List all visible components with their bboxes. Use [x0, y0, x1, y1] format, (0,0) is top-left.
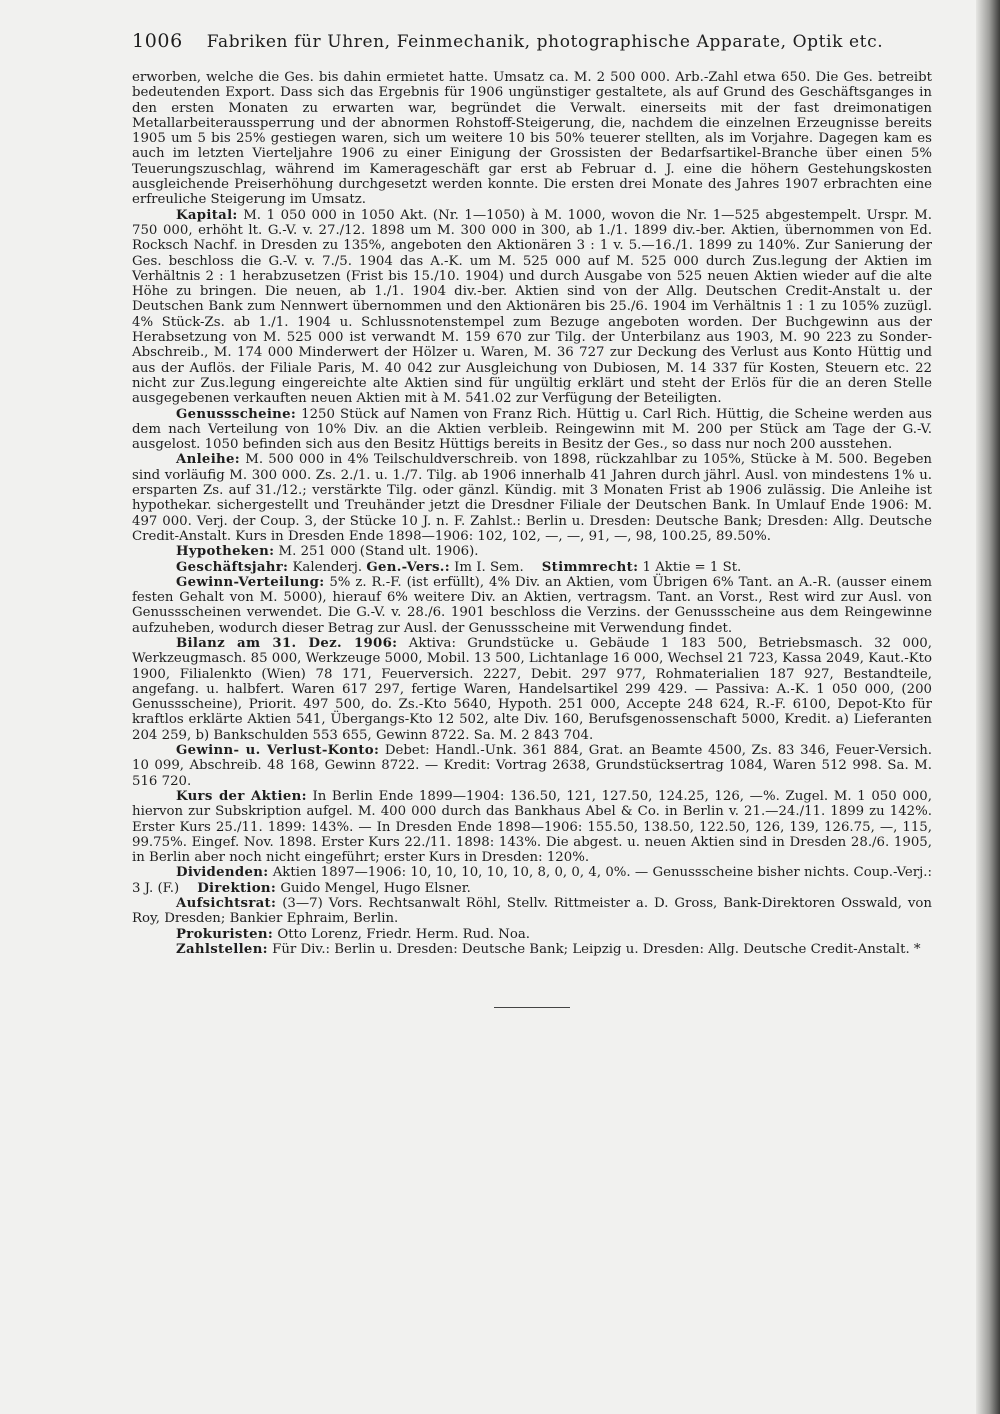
page-binding-edge — [976, 0, 1000, 1414]
text-aufsichtsrat: (3—7) Vors. Rechtsanwalt Röhl, Stellv. Rittmeister a. D. Gross, Bank-Direktoren Osswald, von Roy, Dresden; Bankier Ephraim, Berlin. — [132, 896, 932, 927]
label-genussscheine: Genussscheine: — [176, 406, 297, 422]
label-hypotheken: Hypotheken: — [176, 544, 275, 560]
section-genussscheine — [132, 407, 932, 453]
section-geschaeftsjahr — [132, 560, 932, 575]
section-kapital — [132, 208, 932, 407]
section-gewinn-verteilung — [132, 575, 932, 636]
section-hypotheken — [132, 544, 932, 559]
text-bilanz: Aktiva: Grundstücke u. Gebäude 1 183 500, Betriebsmasch. 32 000, Werkzeugmasch. 85 000, Werkzeuge 5000, Mobil. 13 500, Lichtanlage 16 000, Wechsel 21 723, Kassa 2049, Kaut.-Kto 1900, Filialenkto (Wien) 78 171, Feuerversich. 2227, Debit. 297 977, Rohmaterialien 187 927, Bestandteile, angefang. u. halbfert. Waren 617 297, fertige Waren, Handelsartikel 299 429. — Passiva: A.-K. 1 050 000, (200 Genussscheine), Priorit. 497 500, do. Zs.-Kto 5640, Hypoth. 251 000, Accepte 248 624, R.-F. 6100, Depot-Kto für kraftlos erklärte Aktien 541, Übergangs-Kto 12 502, alte Div. 160, Berufsgenossenschaft 5000, Kredit. a) Lieferanten 204 259, b) Bankschulden 553 655, Gewinn 8722. Sa. M. 2 843 704. — [132, 635, 932, 743]
section-kurs — [132, 789, 932, 865]
label-anleihe: Anleihe: — [176, 452, 240, 468]
label-bilanz: Bilanz am 31. Dez. 1906: — [176, 635, 398, 651]
label-gewinn-verteilung: Gewinn-Verteilung: — [176, 574, 325, 590]
text-gewinn-verlust: Debet: Handl.-Unk. 361 884, Grat. an Beamte 4500, Zs. 83 346, Feuer-Versich. 10 099, Abschreib. 48 168, Gewinn 8722. — Kredit: Vortrag 2638, Grundstücksertrag 1084, Waren 512 998. Sa. M. 516 720. — [132, 743, 932, 789]
end-of-entry-rule — [494, 1007, 570, 1008]
text-hypotheken: M. 251 000 (Stand ult. 1906). — [278, 544, 479, 560]
section-dividenden — [132, 865, 932, 896]
label-gen-vers: Gen.-Vers.: — [366, 559, 450, 575]
section-zahlstellen — [132, 942, 932, 957]
running-title: Fabriken für Uhren, Feinmechanik, photographische Apparate, Optik etc. — [206, 32, 884, 52]
page-number: 1006 — [132, 30, 183, 52]
label-prokuristen: Prokuristen: — [176, 926, 274, 942]
text-geschaeftsjahr: Kalenderj. — [292, 559, 363, 575]
text-anleihe: M. 500 000 in 4% Teilschuldverschreib. von 1898, rückzahlbar zu 105%, Stücke à M. 500. Begeben sind vorläufig M. 300 000. Zs. 2./1. u. 1./7. Tilg. ab 1906 innerhalb 41 Jahren durch jährl. Ausl. von mindestens 1% u. ersparten Zs. auf 31./12.; verstärkte Tilg. oder gänzl. Kündig. mit 3 Monaten Frist ab 1906 zulässig. Die Anleihe ist hypothekar. sichergestellt und Treuhänder jetzt die Dresdner Filiale der Deutschen Bank. In Umlauf Ende 1906: M. 497 000. Verj. der Coup. 3, der Stücke 10 J. n. F. Zahlst.: Berlin u. Dresden: Deutsche Bank; Dresden: Allg. Deutsche Credit-Anstalt. Kurs in Dresden Ende 1898—1906: 102, 102, —, —, 91, —, 98, 100.25, 89.50%. — [132, 452, 932, 544]
section-bilanz — [132, 636, 932, 743]
section-anleihe — [132, 452, 932, 544]
text-kurs: In Berlin Ende 1899—1904: 136.50, 121, 127.50, 124.25, 126, —%. Zugel. M. 1 050 000, hiervon zur Subskription aufgel. M. 400 000 durch das Bankhaus Abel & Co. in Berlin v. 21.—24./11. 1899 zu 142%. Erster Kurs 25./11. 1899: 143%. — In Dresden Ende 1898—1906: 155.50, 138.50, 122.50, 126, 139, 126.75, —, 115, 99.75%. Eingef. Nov. 1898. Erster Kurs 22./11. 1898: 143%. Die abgest. u. neuen Aktien sind in Dresden 28./6. 1905, in Berlin aber noch nicht eingeführt; erster Kurs in Dresden: 120%. — [132, 788, 932, 866]
label-stimmrecht: Stimmrecht: — [541, 559, 639, 575]
text-genussscheine: 1250 Stück auf Namen von Franz Rich. Hüttig u. Carl Rich. Hüttig, die Scheine werden aus dem nach Verteilung von 10% Div. an die Aktien verbleib. Reingewinn mit M. 200 per Stück am Tage der G.-V. ausgelost. 1050 befinden sich aus den Besitz Hüttigs bereits in Besitz der Ges., so dass nur noch 200 ausstehen. — [132, 406, 932, 453]
text-dividenden: Aktien 1897—1906: 10, 10, 10, 10, 10, 8, 0, 0, 4, 0%. — Genussscheine bisher nichts. Coup.-Verj.: 3 J. (F.) — [132, 865, 932, 896]
body-text — [132, 70, 932, 957]
label-aufsichtsrat: Aufsichtsrat: — [176, 896, 277, 912]
text-gewinn-verteilung: 5% z. R.-F. (ist erfüllt), 4% Div. an Aktien, vom Übrigen 6% Tant. an A.-R. (ausser einem festen Gehalt von M. 5000), hierauf 6% weitere Div. an Aktien, vertragsm. Tant. an Vorst., Rest wird zur Ausl. von Genussscheinen verwendet. Die G.-V. v. 28./6. 1901 beschloss die Verzins. der Genussscheine aus dem Reingewinne aufzuheben, wodurch dieser Betrag zur Ausl. der Genussscheine mit Verwendung findet. — [132, 574, 932, 636]
text-gen-vers: Im I. Sem. — [454, 559, 524, 575]
label-zahlstellen: Zahlstellen: — [176, 941, 268, 957]
section-gewinn-verlust — [132, 743, 932, 789]
running-head — [132, 30, 932, 64]
text-prokuristen: Otto Lorenz, Friedr. Herm. Rud. Noa. — [277, 926, 530, 942]
section-prokuristen — [132, 927, 932, 942]
label-kurs: Kurs der Aktien: — [176, 788, 307, 804]
document-page — [132, 30, 932, 1008]
text-stimmrecht: 1 Aktie = 1 St. — [642, 559, 742, 575]
label-direktion: Direktion: — [197, 880, 277, 896]
label-dividenden: Dividenden: — [176, 865, 269, 881]
label-gewinn-verlust: Gewinn- u. Verlust-Konto: — [176, 743, 380, 759]
label-kapital: Kapital: — [176, 207, 238, 223]
text-kapital: M. 1 050 000 in 1050 Akt. (Nr. 1—1050) à M. 1000, wovon die Nr. 1—525 abgestempelt. Urspr. M. 750 000, erhöht lt. G.-V. v. 27./12. 1898 um M. 300 000 in 300, ab 1./1. 1899 div.-ber. Aktien, übernommen von Ed. Rocksch Nachf. in Dresden zu 135%, angeboten den Aktionären 3 : 1 v. 5.—16./1. 1899 zu 140%. Zur Sanierung der Ges. beschloss die G.-V. v. 7./5. 1904 das A.-K. um M. 525 000 auf M. 525 000 durch Zus.legung der Aktien im Verhältnis 2 : 1 herabzusetzen (Frist bis 15./10. 1904) und durch Ausgabe von 525 neuen Aktien wieder auf die alte Höhe zu bringen. Die neuen, ab 1./1. 1904 div.-ber. Aktien sind von der Allg. Deutschen Credit-Anstalt u. der Deutschen Bank zum Nennwert übernommen und den Aktionären bis 25./6. 1904 im Verhältnis 1 : 1 zu 105% zuzügl. 4% Stück-Zs. ab 1./1. 1904 u. Schlussnotenstempel zum Bezuge angeboten worden. Der Buchgewinn aus der Herabsetzung von M. 525 000 ist verwandt M. 159 670 zur Tilg. der Unterbilanz aus 1903, M. 90 223 zu Sonder-Abschreib., M. 174 000 Minderwert der Hölzer u. Waren, M. 36 727 zur Deckung des Verlust aus Konto Hüttig und aus der Auflös. der Filiale Paris, M. 40 042 zur Ausgleichung von Dubiosen, M. 14 337 für Kosten, Steuern etc. 22 nicht zur Zus.legung eingereichte alte Aktien sind für ungültig erklärt und steht der Erlös für die an deren Stelle ausgegebenen verkauften neuen Aktien mit à M. 541.02 zur Verfügung der Beteiligten. — [132, 207, 932, 407]
label-geschaeftsjahr: Geschäftsjahr: — [176, 559, 289, 575]
intro-paragraph: erworben, welche die Ges. bis dahin ermietet hatte. Umsatz ca. M. 2 500 000. Arb.-Zahl etwa 650. Die Ges. betreibt bedeutenden Export. Dass sich das Ergebnis für 1906 ungünstiger gestaltete, als auf Grund des Geschäftsganges in den ersten Monaten zu erwarten war, begründet die Verwalt. einerseits mit der fast dreimonatigen Metallarbeiteraussperrung und der abnormen Rohstoff-Steigerung, die, nachdem die einzelnen Erzeugnisse bereits 1905 um 5 bis 25% gestiegen waren, sich um weitere 10 bis 50% teuerer stellten, als im Vorjahre. Dagegen kam es auch im letzten Vierteljahre 1906 zu einer Einigung der Grossisten der Bedarfsartikel-Branche über einen 5% Teuerungszuschlag, während im Kamerageschäft gar erst ab Februar d. J. eine die höhern Gestehungskosten ausgleichende Preiserhöhung durchgesetzt werden konnte. Die ersten drei Monate des Jahres 1907 erbrachten eine erfreuliche Steigerung im Umsatz. — [132, 70, 932, 208]
text-direktion: Guido Mengel, Hugo Elsner. — [280, 880, 471, 896]
text-zahlstellen: Für Div.: Berlin u. Dresden: Deutsche Bank; Leipzig u. Dresden: Allg. Deutsche Credit-Anstalt. * — [272, 941, 921, 957]
section-aufsichtsrat — [132, 896, 932, 927]
